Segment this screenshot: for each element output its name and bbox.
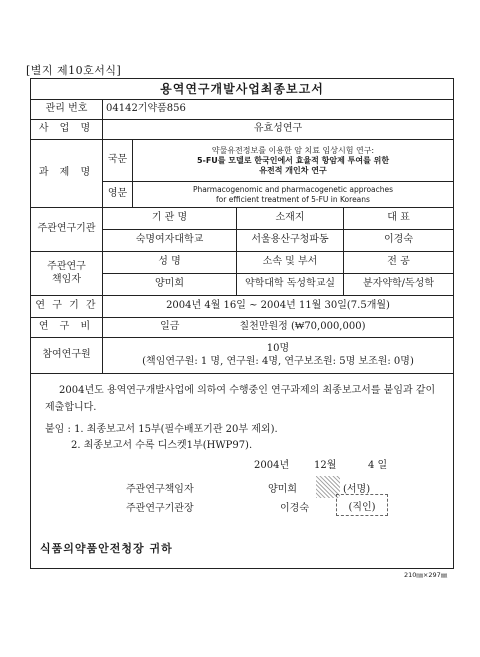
host-institution-header-representative: 대 표 [344, 208, 454, 230]
lead-researcher-header-department: 소속 및 부서 [237, 252, 344, 274]
project-title-english-line: for efficient treatment of 5-FU in Koreans [216, 194, 370, 204]
lead-researcher-signature-seal: (서명) [343, 484, 371, 495]
host-institution-location: 서울용산구청파동 [237, 230, 344, 252]
lead-researcher-header-name: 성 명 [103, 252, 237, 274]
date-year: 2004년 [254, 460, 290, 471]
project-title-korean-label: 국문 [103, 140, 133, 182]
project-title-english-line: Pharmacogenomic and pharmacogenetic approaches [192, 185, 394, 195]
participants-detail: (책임연구원: 1 명, 연구원: 4명, 연구보조원: 5명 보조원: 0명) [142, 355, 414, 367]
lead-researcher-label-line: 책임자 [52, 273, 81, 285]
official-seal-box [336, 494, 388, 516]
enclosure-list [45, 422, 443, 454]
host-institution-header-name: 기 관 명 [103, 208, 237, 230]
institution-head-signature-name: 이경숙 [280, 503, 309, 514]
research-cost-value: 칠천만원정 (₩70,000,000) [237, 318, 454, 338]
management-no-value: 04142기약품856 [103, 100, 454, 120]
participants-total: 10명 [266, 343, 290, 354]
lead-researcher-label [31, 252, 103, 296]
date-day: 4 일 [368, 460, 388, 471]
research-cost-label: 연 구 비 [31, 318, 103, 338]
business-name-label: 사 업 명 [31, 120, 103, 140]
lead-researcher-department: 약학대학 독성학교실 [237, 274, 344, 296]
date-month: 12월 [314, 460, 337, 471]
form-title: 용역연구개발사업최종보고서 [31, 79, 454, 100]
management-no-label: 관리 번호 [31, 100, 103, 120]
participants-value [103, 338, 454, 374]
host-institution-representative: 이경숙 [344, 230, 454, 252]
research-cost-prefix: 일금 [103, 318, 237, 338]
participants-label: 참여연구원 [31, 338, 103, 374]
lead-researcher-name: 양미희 [103, 274, 237, 296]
project-title-english-label: 영문 [103, 182, 133, 208]
project-title-korean-line: 유전적 개인차 연구 [259, 165, 327, 175]
report-form-table [30, 78, 454, 569]
lead-researcher-signature-name: 양미희 [268, 484, 297, 495]
project-title-english [133, 182, 454, 208]
submission-text: 2004년도 용역연구개발사업에 의하여 수행중인 연구과제의 최종보고서를 붙임과 같이 제출합니다. [45, 385, 436, 413]
enclosure-label: 붙임 : [45, 424, 71, 435]
host-institution-header-location: 소재지 [237, 208, 344, 230]
project-title-korean-line: 5-FU를 모델로 한국인에서 효율적 항암제 투여를 위한 [196, 155, 390, 165]
host-institution-name: 숙명여자대학교 [103, 230, 237, 252]
business-name-value: 유효성연구 [103, 120, 454, 140]
institution-head-signature-label: 주관연구기관장 [126, 503, 194, 514]
enclosure-item: 1. 최종보고서 15부(필수배포기관 20부 제외). [74, 424, 278, 435]
addressee: 식품의약품안전청장 귀하 [40, 542, 173, 555]
lead-researcher-label-line: 주관연구 [47, 261, 86, 272]
lead-researcher-header-major: 전 공 [344, 252, 454, 274]
enclosure-item: 2. 최종보고서 수록 디스켓1부(HWP97). [71, 440, 253, 451]
project-title-korean [133, 140, 454, 182]
research-period-value: 2004년 4월 16일 ~ 2004년 11월 30일(7.5개월) [103, 296, 454, 318]
form-annex-label: [별지 제10호서식] [26, 64, 122, 77]
research-period-label: 연 구 기 간 [31, 296, 103, 318]
project-title-korean-line: 약물유전정보를 이용한 암 치료 임상시험 연구: [211, 145, 375, 155]
host-institution-label: 주관연구기관 [31, 208, 103, 252]
paper-size-note: 210㎜×297㎜ [404, 571, 448, 579]
project-title-label: 과 제 명 [31, 140, 103, 208]
lead-researcher-major: 분자약학/독성학 [344, 274, 454, 296]
official-seal-text: (직인) [348, 501, 376, 513]
lead-researcher-signature-label: 주관연구책임자 [126, 484, 194, 495]
